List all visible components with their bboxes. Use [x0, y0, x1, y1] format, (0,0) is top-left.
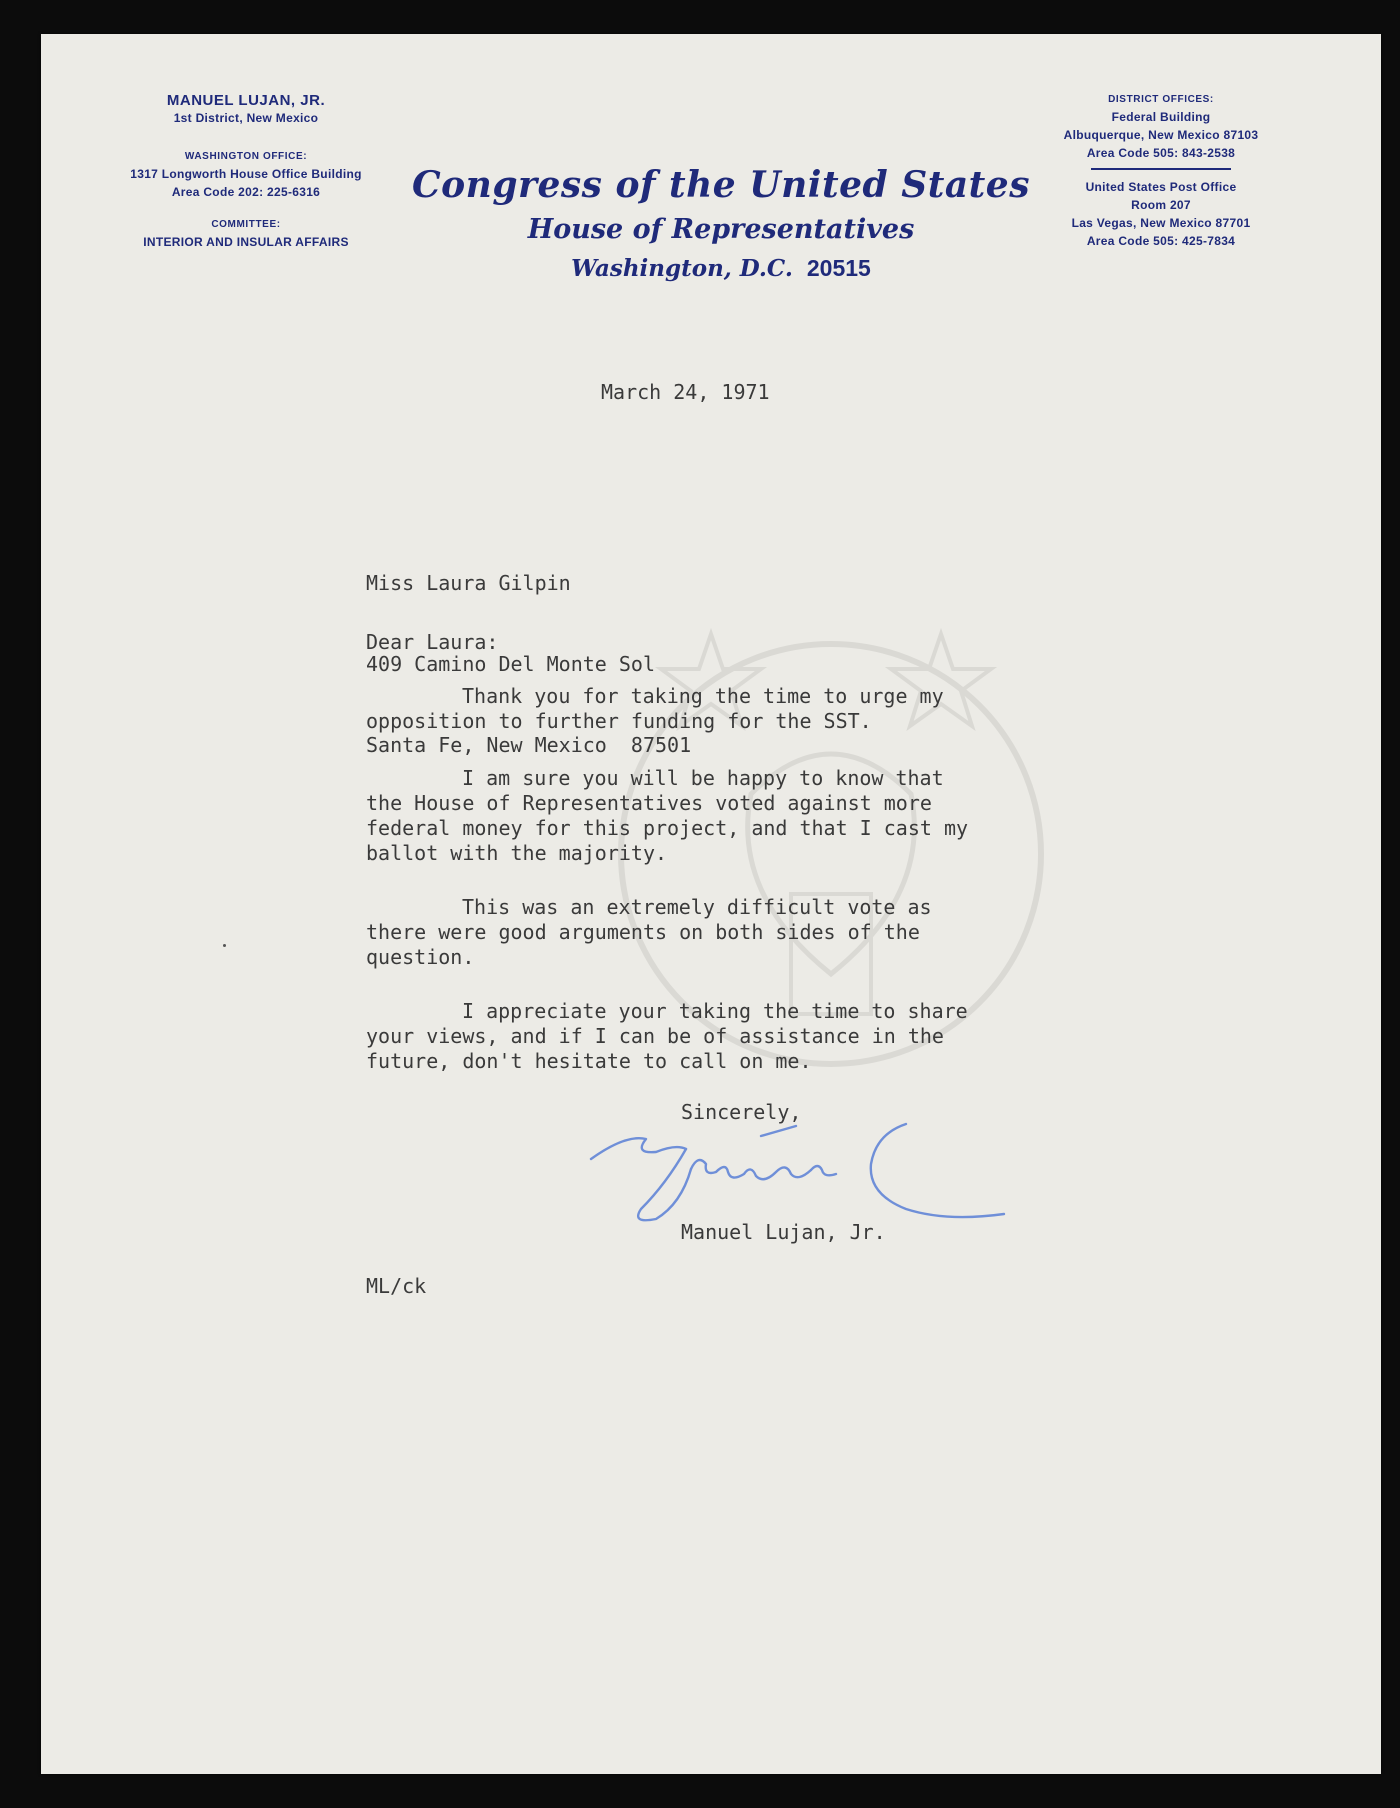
committee-label: COMMITTEE: [211, 219, 281, 230]
washington-address: 1317 Longworth House Office Building [130, 167, 362, 181]
body-paragraph-4 [366, 999, 986, 1074]
office2-city: Las Vegas, New Mexico 87701 [1071, 216, 1251, 230]
paper-speck [223, 944, 226, 947]
typist-initials: ML/ck [366, 1274, 427, 1298]
district-offices-label: DISTRICT OFFICES: [1108, 94, 1214, 105]
member-name: MANUEL LUJAN, JR. [166, 92, 326, 109]
office2-room: Room 207 [1131, 198, 1191, 212]
letterhead-city-line [371, 255, 1071, 282]
closing: Sincerely, [681, 1100, 802, 1124]
office2-building: United States Post Office [1085, 180, 1237, 194]
letter-page [41, 34, 1381, 1774]
recipient-name: Miss Laura Gilpin [366, 571, 571, 595]
paragraph-text: This was an extremely difficult vote as there were good arguments on both sides of the question. [366, 895, 932, 969]
body-paragraph-2 [366, 766, 986, 866]
member-district: 1st District, New Mexico [173, 111, 319, 125]
paragraph-text: I appreciate your taking the time to share your views, and if I can be of assistance in the future, don't hesitate to call on me. [366, 999, 968, 1073]
letterhead-zip: 20515 [806, 255, 871, 281]
paragraph-text: I am sure you will be happy to know that the House of Representatives voted against more federal money for this project, and that I cast my ballot with the majority. [366, 766, 969, 865]
salutation: Dear Laura: [366, 630, 499, 654]
office-divider [1091, 168, 1231, 170]
body-paragraph-3 [366, 895, 986, 970]
letterhead-title: Congress of the United States [412, 164, 1030, 206]
letterhead-left [81, 92, 411, 251]
office1-city: Albuquerque, New Mexico 87103 [1063, 128, 1259, 142]
paragraph-text: Thank you for taking the time to urge my opposition to further funding for the SST. [366, 684, 944, 733]
signer-name: Manuel Lujan, Jr. [681, 1220, 886, 1244]
office1-building: Federal Building [1111, 110, 1211, 124]
handwritten-signature [586, 1114, 1006, 1234]
letter-date: March 24, 1971 [601, 380, 770, 404]
recipient-street: 409 Camino Del Monte Sol [366, 652, 655, 676]
washington-phone: Area Code 202: 225-6316 [171, 185, 321, 199]
letterhead-subtitle: House of Representatives [527, 214, 915, 245]
letterhead-city: Washington, D.C. [571, 255, 793, 282]
office2-phone: Area Code 505: 425-7834 [1086, 234, 1236, 248]
recipient-city: Santa Fe, New Mexico 87501 [366, 733, 692, 757]
letterhead-center [371, 164, 1071, 282]
letterhead-right [1001, 92, 1321, 250]
washington-office-label: WASHINGTON OFFICE: [184, 151, 308, 162]
office1-phone: Area Code 505: 843-2538 [1086, 146, 1236, 160]
body-paragraph-1 [366, 684, 986, 734]
committee-name: INTERIOR AND INSULAR AFFAIRS [143, 235, 349, 249]
